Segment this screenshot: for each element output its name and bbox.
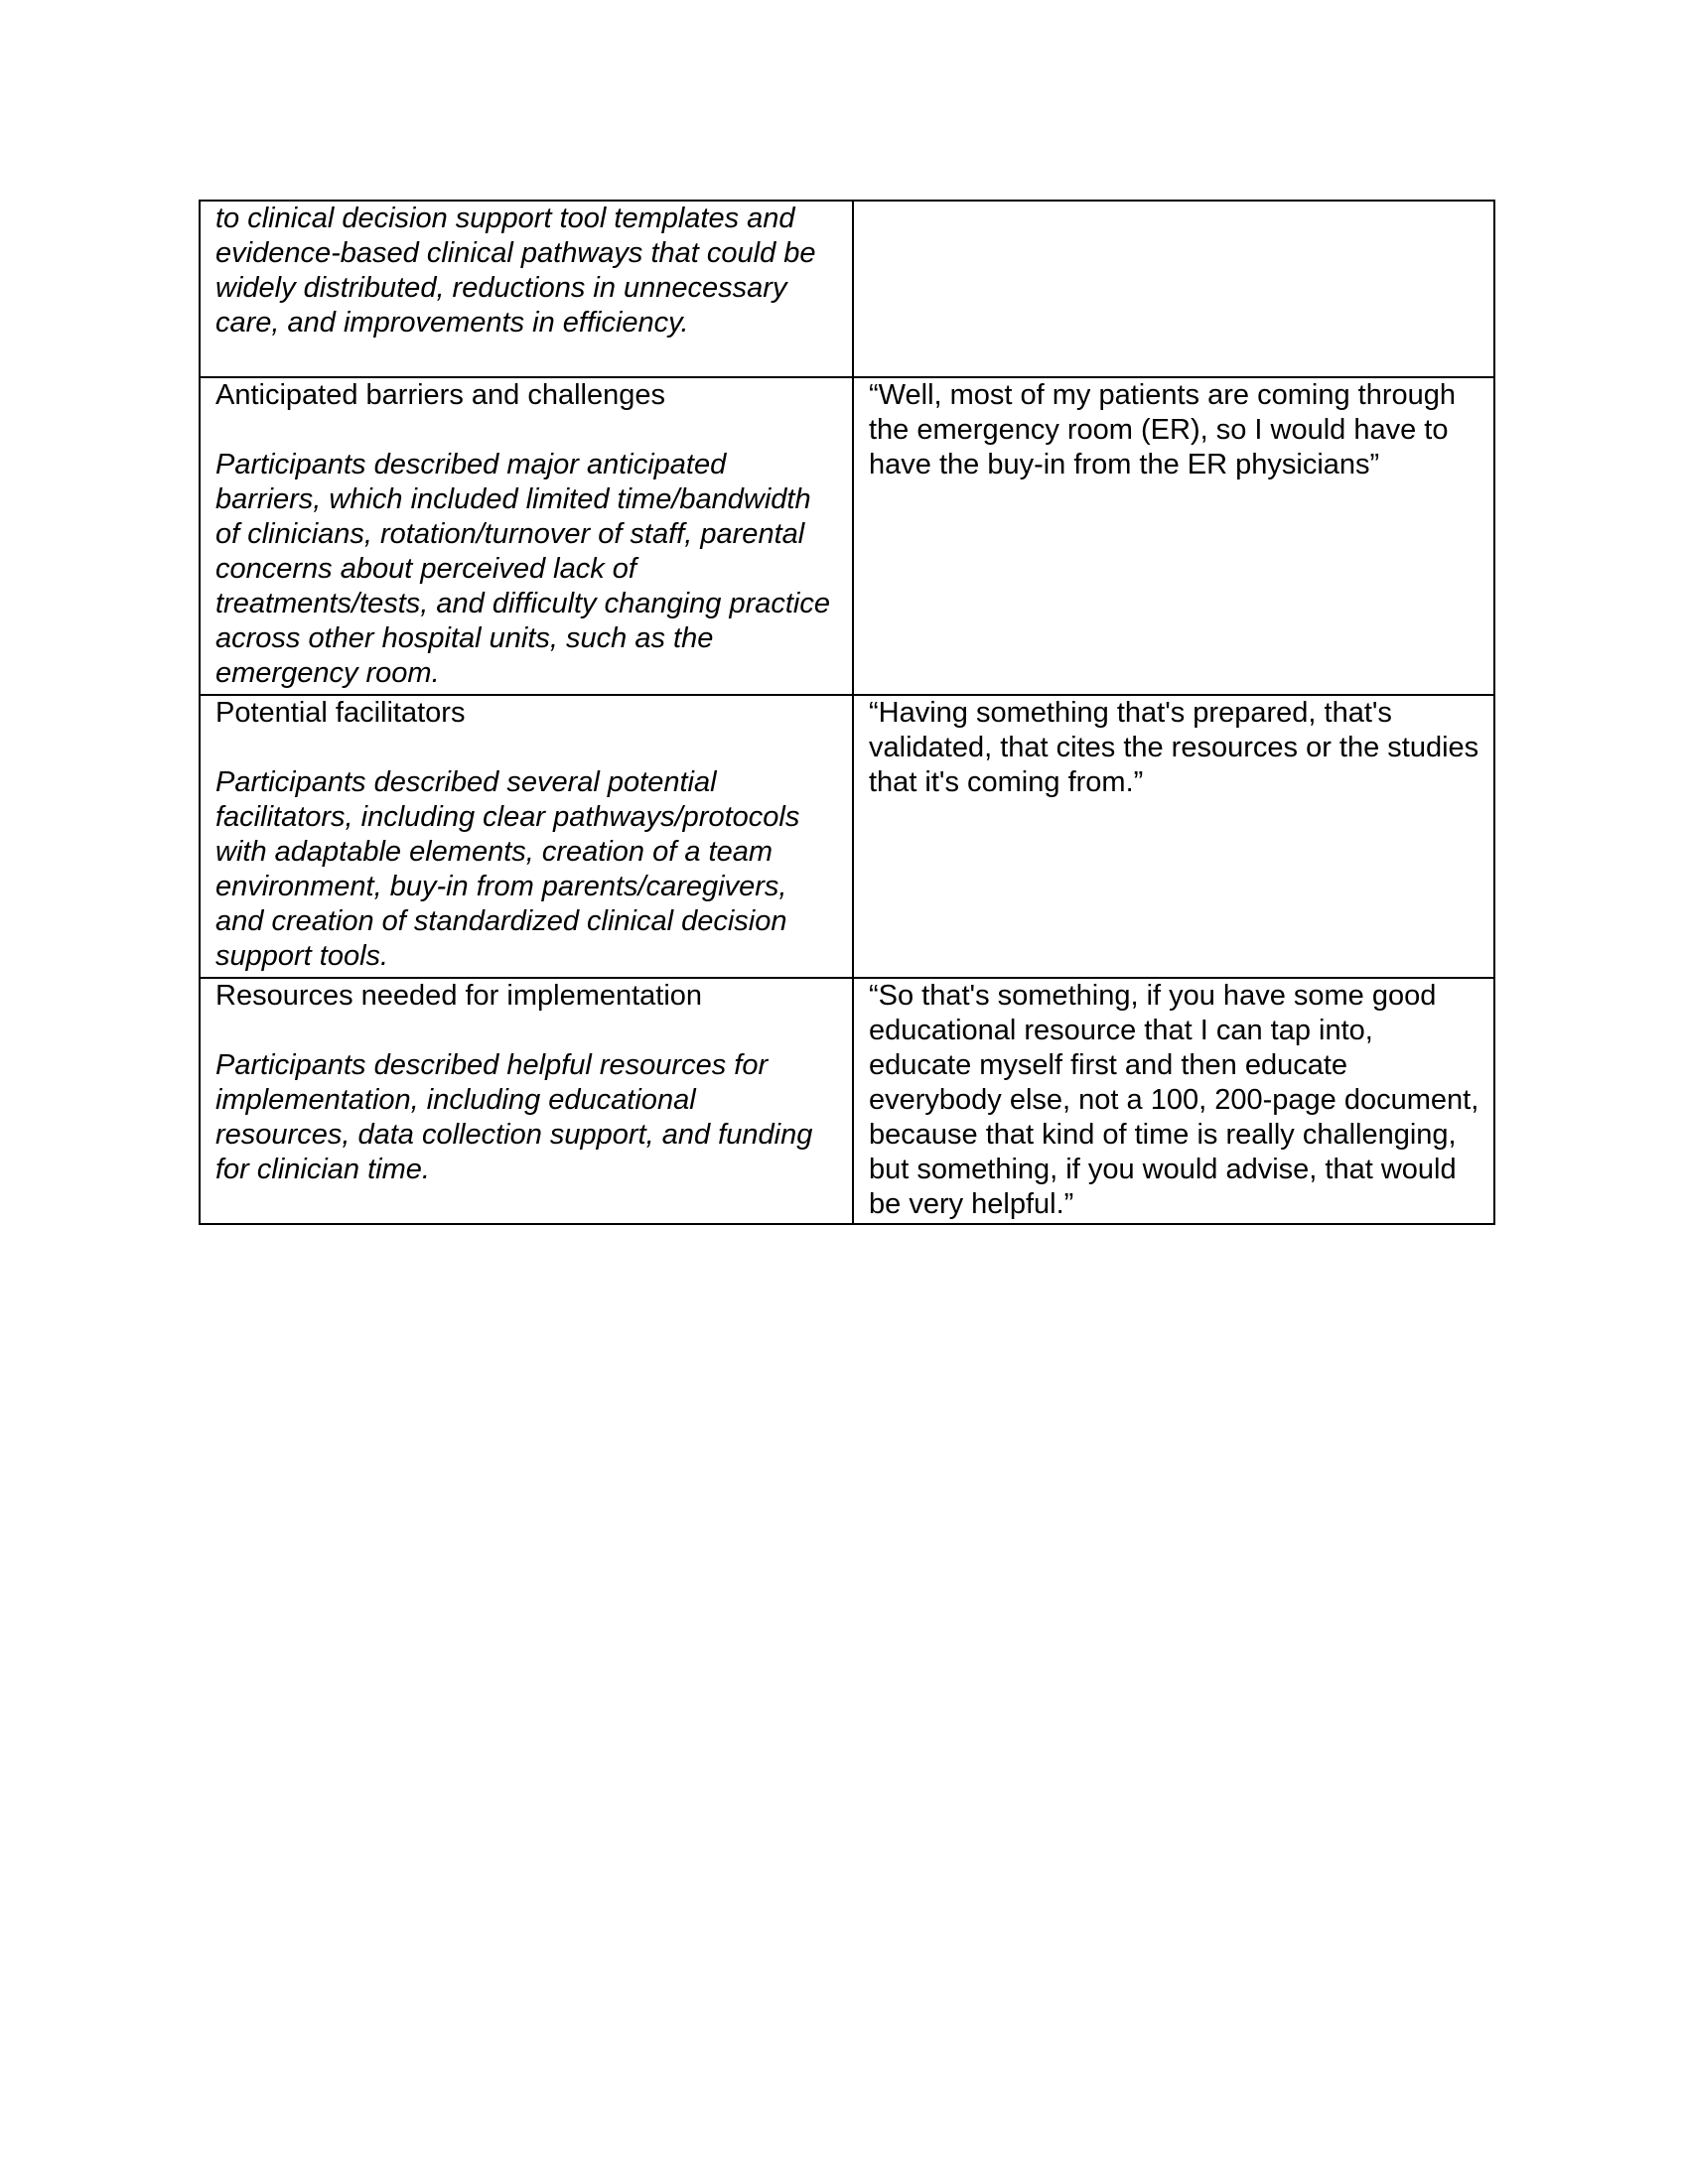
quote-cell xyxy=(853,695,1494,978)
participant-quote: “Well, most of my patients are coming through the emergency room (ER), so I would have to have the buy-in from the ER physicians” xyxy=(869,379,1456,480)
participant-quote: “Having something that's prepared, that's validated, that cites the resources or the studies that it's coming from.” xyxy=(869,697,1479,798)
spacer xyxy=(215,731,838,765)
theme-description: Participants described several potential facilitators, including clear pathways/protocols with adaptable elements, creation of a team environment, buy-in from parents/caregivers, and creation of standardized clinical decision support tools. xyxy=(215,766,800,972)
spacer xyxy=(215,1014,838,1048)
table-row xyxy=(200,695,1494,978)
spacer xyxy=(215,413,838,448)
theme-title: Potential facilitators xyxy=(215,697,466,729)
theme-title: Anticipated barriers and challenges xyxy=(215,379,665,411)
table-row xyxy=(200,201,1494,377)
theme-title: Resources needed for implementation xyxy=(215,980,703,1012)
theme-cell xyxy=(200,978,853,1224)
theme-description: to clinical decision support tool templates and evidence-based clinical pathways that could be widely distributed, reductions in unnecessary care, and improvements in efficiency. xyxy=(215,203,816,339)
theme-cell xyxy=(200,695,853,978)
participant-quote: “So that's something, if you have some good educational resource that I can tap into, educate myself first and then educate everybody else, not a 100, 200-page document, because that kind of time is really challenging, but something, if you would advise, that would be very helpful.” xyxy=(869,980,1479,1220)
findings-table xyxy=(199,200,1495,1225)
quote-cell xyxy=(853,978,1494,1224)
theme-cell xyxy=(200,377,853,695)
theme-description: Participants described major anticipated barriers, which included limited time/bandwidth of clinicians, rotation/turnover of staff, parental concerns about perceived lack of treatments/tests, and difficulty changing practice across other hospital units, such as the emergency room. xyxy=(215,449,830,689)
table-row xyxy=(200,377,1494,695)
table-row xyxy=(200,978,1494,1224)
theme-description: Participants described helpful resources for implementation, including educational resources, data collection support, and funding for clinician time. xyxy=(215,1049,813,1185)
quote-cell xyxy=(853,377,1494,695)
quote-cell xyxy=(853,201,1494,377)
theme-cell xyxy=(200,201,853,377)
